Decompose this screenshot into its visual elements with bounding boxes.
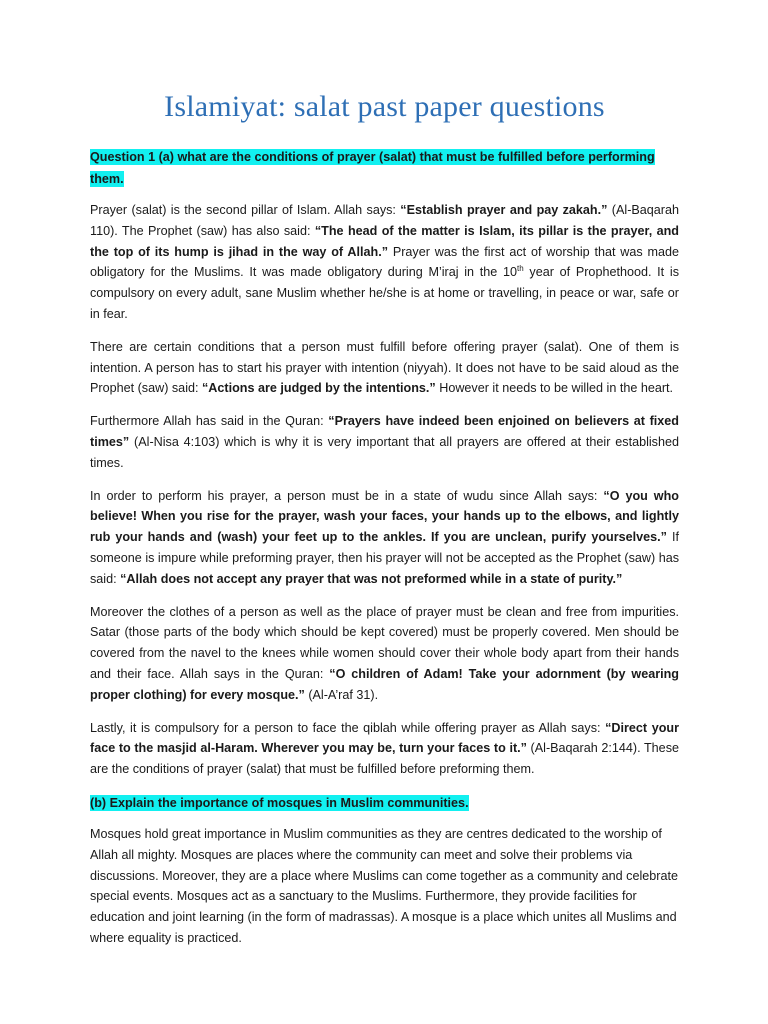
- paragraph-text: If someone is impure while preforming prayer, then his prayer will not be accepted as the Prophet (saw) has said:: [90, 530, 679, 586]
- answer-paragraph: [90, 486, 679, 590]
- ordinal-suffix: th: [517, 264, 524, 274]
- question-1b-answer: Mosques hold great importance in Muslim communities as they are centres dedicated to the worship of Allah all mighty. Mosques are places where the community can meet and solve their problems via discussions. Moreover, they are a place where Muslims can come together as a community and celebrate special events. Mosques act as a sanctuary to the Muslims. Furthermore, they provide facilities for education and joint learning (in the form of madrassas). A mosque is a place which unites all Muslims and where equality is practiced.: [90, 826, 678, 945]
- answer-paragraph: [90, 200, 679, 325]
- answer-paragraph: [90, 718, 679, 780]
- paragraph-text: (Al-Baqarah 110). The Prophet (saw) has also said:: [90, 203, 679, 238]
- paragraph-text: Furthermore Allah has said in the Quran:: [90, 414, 329, 429]
- page-title: Islamiyat: salat past paper questions: [164, 90, 605, 123]
- question-1a-heading-block: [90, 146, 679, 190]
- question-1a-heading: Question 1 (a) what are the conditions of prayer (salat) that must be fulfilled before performing them.: [90, 150, 655, 186]
- question-1b-heading: (b) Explain the importance of mosques in Muslim communities.: [90, 795, 469, 810]
- quote-text: “O you who believe! When you rise for the prayer, wash your faces, your hands up to the elbows, and lightly rub your hands and (wash) your feet up to the ankles. If you are unclean, purify yourselves.”: [90, 488, 679, 545]
- paragraph-text: Prayer was the first act of worship that was made obligatory for the Muslims. It was made obligatory during M’iraj in the 10: [90, 244, 679, 280]
- paragraph-text: Prayer (salat) is the second pillar of Islam. Allah says:: [90, 203, 401, 217]
- quote-text: “Allah does not accept any prayer that was not preformed while in a state of purity.”: [120, 571, 623, 586]
- quote-text: “Prayers have indeed been enjoined on believers at fixed times”: [90, 414, 679, 449]
- quote-text: “Actions are judged by the intentions.”: [202, 381, 436, 396]
- answer-paragraph: [90, 337, 679, 399]
- paragraph-text: Lastly, it is compulsory for a person to face the qiblah while offering prayer as Allah says:: [90, 720, 606, 735]
- paragraph-text: In order to perform his prayer, a person must be in a state of wudu since Allah says:: [90, 488, 604, 503]
- paragraph-text: (Al-Nisa 4:103) which is why it is very important that all prayers are offered at their established times.: [90, 434, 679, 470]
- paragraph-text: (Al-A’raf 31).: [304, 687, 379, 702]
- question-1a-answer: [90, 200, 679, 780]
- paragraph-text: However it needs to be willed in the heart.: [435, 381, 674, 396]
- paragraph-text: year of Prophethood. It is compulsory on every adult, sane Muslim whether he/she is at home or travelling, in peace or war, safe or in fear.: [90, 265, 679, 321]
- quote-text: “Direct your face to the masjid al-Haram. Wherever you may be, turn your faces to it.”: [90, 720, 679, 756]
- answer-paragraph: [90, 602, 679, 706]
- answer-paragraph: [90, 411, 679, 473]
- quote-text: “Establish prayer and pay zakah.”: [400, 203, 608, 217]
- paragraph-text: (Al-Baqarah 2:144). These are the conditions of prayer (salat) that must be fulfilled before preforming them.: [90, 741, 679, 777]
- paragraph-text: Moreover the clothes of a person as well as the place of prayer must be clean and free from impurities. Satar (those parts of the body which should be kept covered) must be properly covered. Men should be covered from the navel to the knees while women should cover their whole body apart from their hands and their face. Allah says in the Quran:: [90, 604, 679, 681]
- quote-text: “O children of Adam! Take your adornment (by wearing proper clothing) for every mosque.”: [90, 666, 679, 702]
- quote-text: “The head of the matter is Islam, its pillar is the prayer, and the top of its hump is jihad in the way of Allah.”: [90, 223, 679, 259]
- question-1b-heading-block: [90, 792, 679, 814]
- paragraph-text: There are certain conditions that a person must fulfill before offering prayer (salat). One of them is intention. A person has to start his prayer with intention (niyyah). It does not have to be said aloud as the Prophet (saw) said:: [90, 339, 679, 396]
